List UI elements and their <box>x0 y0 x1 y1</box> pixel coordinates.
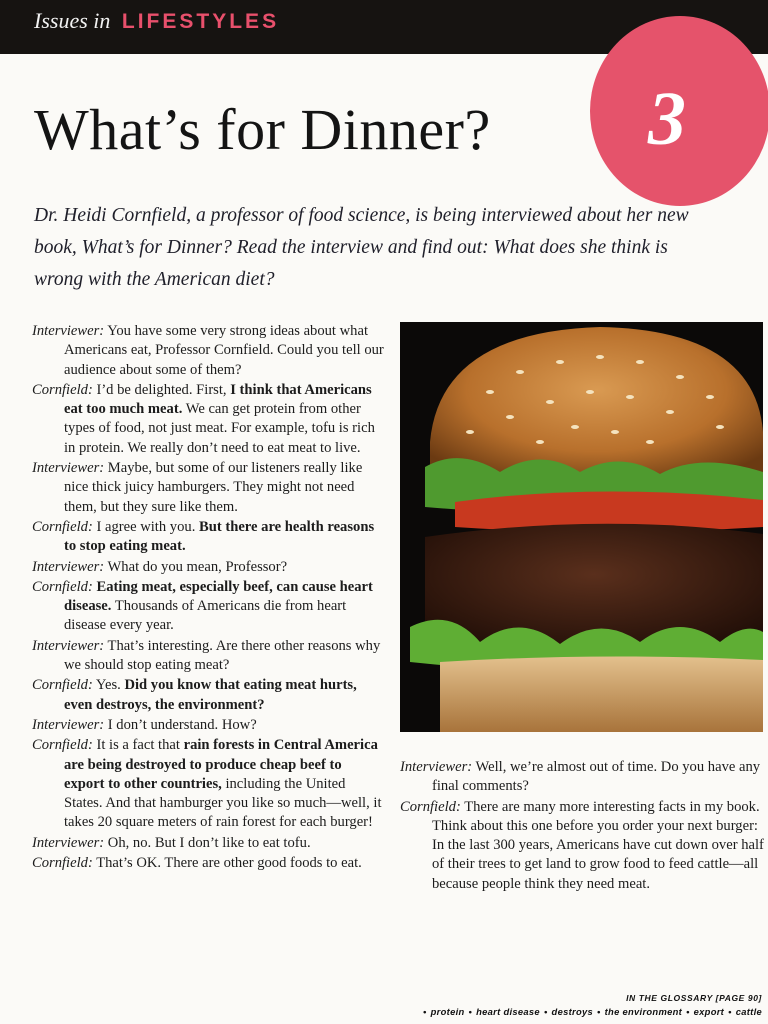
page-title: What’s for Dinner? <box>34 97 491 162</box>
dialogue-text: Yes. <box>92 677 125 694</box>
glossary-term: heart disease <box>476 1006 540 1017</box>
dialogue-text: Thousands of Americans die from heart disease every year. <box>64 598 347 634</box>
speaker-label: Cornfield: <box>32 518 93 535</box>
interview-turn <box>32 518 384 557</box>
interview-turn <box>32 637 384 676</box>
interview-turn <box>32 381 384 458</box>
glossary-label: IN THE GLOSSARY [PAGE 90] <box>626 993 762 1003</box>
speaker-label: Cornfield: <box>32 677 93 694</box>
dialogue-text: I agree with you. <box>92 518 199 535</box>
interview-column-left <box>32 322 384 874</box>
highlighted-text: I think that Americans eat too much meat. <box>64 381 372 418</box>
glossary-term: cattle <box>735 1006 762 1017</box>
highlighted-text: rain forests in Central America are being destroyed to produce cheap beef to export to other countries, <box>64 737 378 792</box>
glossary-term: destroys <box>551 1006 594 1017</box>
speaker-label: Cornfield: <box>32 737 93 754</box>
unit-number-badge <box>590 16 768 206</box>
bullet-icon: • <box>728 1006 732 1017</box>
glossary-term: the environment <box>604 1006 683 1017</box>
bullet-icon: • <box>597 1006 601 1017</box>
speaker-label: Interviewer: <box>32 637 105 654</box>
series-prefix: Issues in <box>34 8 111 33</box>
highlighted-text: But there are health reasons to stop eating meat. <box>64 518 375 555</box>
dialogue-text: I’d be delighted. First, <box>92 381 231 398</box>
dialogue-text: You have some very strong ideas about what Americans eat, Professor Cornfield. Could you tell our audience about some of them? <box>64 323 384 378</box>
dialogue-text: That’s OK. There are other good foods to eat. <box>92 855 362 872</box>
speaker-label: Interviewer: <box>400 759 473 775</box>
dialogue-text: It is a fact that <box>92 737 184 754</box>
interview-turn <box>32 854 384 873</box>
glossary-term: export <box>693 1006 725 1017</box>
interview-turn <box>400 758 764 797</box>
intro-paragraph: Dr. Heidi Cornfield, a professor of food science, is being interviewed about her new book, What’s for Dinner? Read the interview and find out: What does she think is wrong with the American diet? <box>34 205 689 290</box>
interview-turn <box>32 676 384 715</box>
dialogue-text: including the United States. And that hamburger you like so much—well, it takes 20 square meters of rain forest for each burger! <box>64 775 382 831</box>
bullet-icon: • <box>423 1006 427 1017</box>
speaker-label: Cornfield: <box>400 798 461 815</box>
dialogue-text: What do you mean, Professor? <box>104 558 288 575</box>
dialogue-text: There are many more interesting facts in my book. Think about this one before you order your next burger: In the last 300 years, Americans have cut down over half of their trees to get land to grow food to feed cattle—all because people think they need meat. <box>432 798 764 892</box>
glossary-term: protein <box>430 1006 465 1017</box>
interview-turn <box>32 716 384 735</box>
glossary-terms <box>419 1006 762 1017</box>
speaker-label: Interviewer: <box>32 558 105 575</box>
bullet-icon: • <box>686 1006 690 1017</box>
highlighted-text: Eating meat, especially beef, can cause heart disease. <box>64 578 373 615</box>
interview-turn <box>32 578 384 636</box>
speaker-label: Cornfield: <box>32 381 93 398</box>
highlighted-text: Did you know that eating meat hurts, even destroys, the environment? <box>64 677 357 713</box>
speaker-label: Interviewer: <box>32 460 105 477</box>
interview-turn <box>400 798 764 894</box>
interview-column-right <box>400 758 764 895</box>
hamburger-photo <box>400 322 763 732</box>
dialogue-text: We can get protein from other types of food, not just meat. For example, tofu is rich in protein. We really don’t need to eat meat to live. <box>64 401 375 456</box>
dialogue-text: That’s interesting. Are there other reasons why we should stop eating meat? <box>64 637 381 674</box>
series-title <box>34 8 279 34</box>
series-name: LIFESTYLES <box>121 10 280 33</box>
hamburger-icon <box>400 322 763 732</box>
speaker-label: Cornfield: <box>32 578 93 595</box>
bullet-icon: • <box>543 1006 548 1017</box>
interview-turn <box>32 834 384 853</box>
speaker-label: Interviewer: <box>32 716 105 733</box>
interview-turn <box>32 736 384 832</box>
bullet-icon: • <box>468 1006 473 1017</box>
speaker-label: Cornfield: <box>32 855 93 872</box>
speaker-label: Interviewer: <box>32 834 105 851</box>
interview-turn <box>32 558 384 577</box>
dialogue-text: Well, we’re almost out of time. Do you have any final comments? <box>432 759 761 795</box>
unit-number: 3 <box>648 77 686 161</box>
interview-turn <box>32 322 384 380</box>
dialogue-text: Oh, no. But I don’t like to eat tofu. <box>104 834 311 851</box>
dialogue-text: I don’t understand. How? <box>104 716 257 733</box>
speaker-label: Interviewer: <box>32 323 105 339</box>
dialogue-text: Maybe, but some of our listeners really like nice thick juicy hamburgers. They might not need them, but they sure like them. <box>64 460 363 515</box>
interview-turn <box>32 459 384 517</box>
